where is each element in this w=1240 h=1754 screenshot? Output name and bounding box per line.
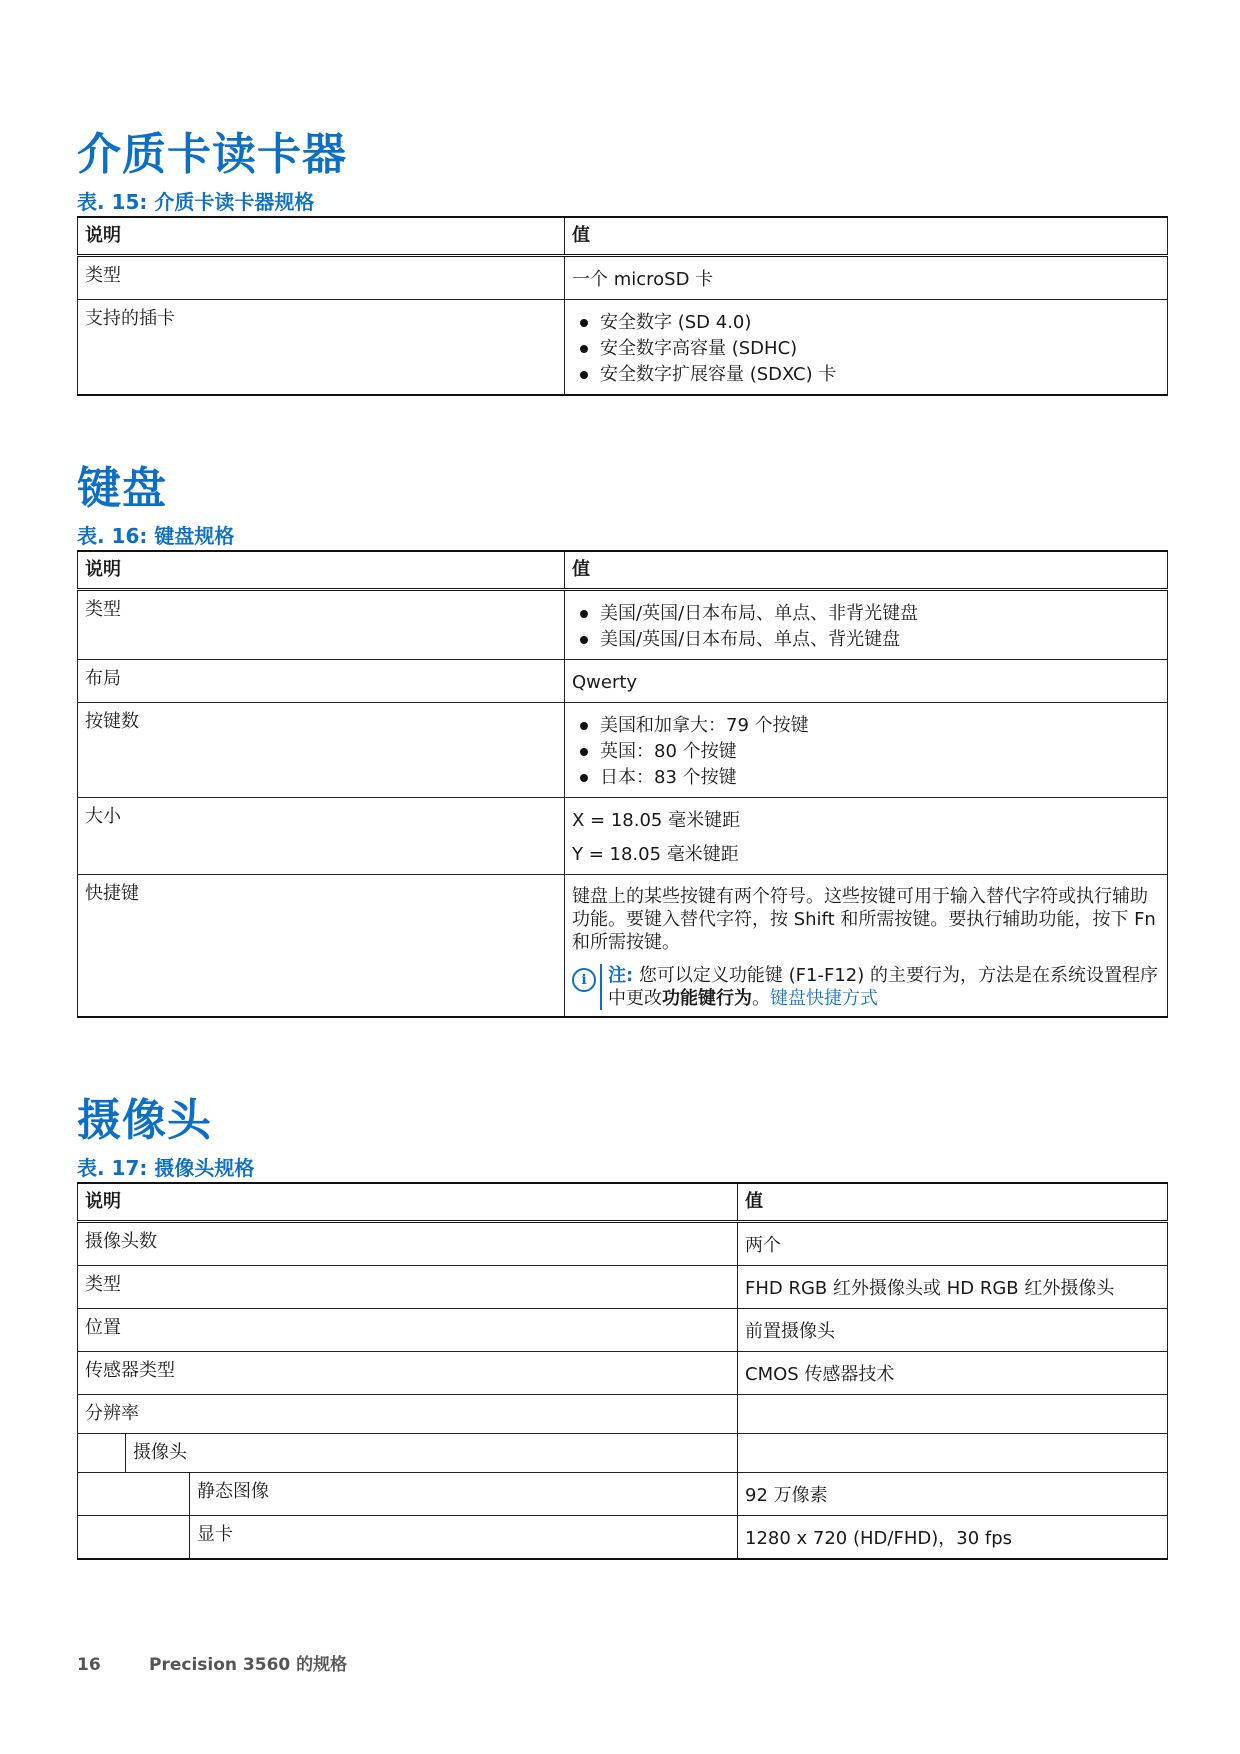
- row-label: 摄像头数: [78, 1222, 738, 1266]
- table-row: [78, 1516, 1168, 1560]
- keyboard-spec-table: [77, 550, 1168, 1018]
- list-item: 美国和加拿大：79 个按键: [572, 713, 1160, 739]
- row-value: CMOS 传感器技术: [738, 1352, 1168, 1395]
- row-label: 类型: [78, 590, 565, 660]
- row-label: 静态图像: [190, 1473, 738, 1516]
- table-caption-keyboard: 表. 16: 键盘规格: [77, 524, 235, 548]
- table-row: [78, 798, 1168, 875]
- table-row: [78, 1222, 1168, 1266]
- row-value: [565, 300, 1168, 396]
- list-item: 英国：80 个按键: [572, 739, 1160, 765]
- row-label: 支持的插卡: [78, 300, 565, 396]
- footer-title: Precision 3560 的规格: [149, 1655, 348, 1675]
- table-row: [78, 590, 1168, 660]
- row-label: 快捷键: [78, 875, 565, 1018]
- section-title-media: 介质卡读卡器: [77, 129, 347, 180]
- shortcut-text: 键盘上的某些按键有两个符号。这些按键可用于输入替代字符或执行辅助功能。要键入替代字符，按 Shift 和所需按键。要执行辅助功能，按下 Fn 和所需按键。: [572, 886, 1156, 953]
- row-label: 显卡: [190, 1516, 738, 1560]
- row-value: 前置摄像头: [738, 1309, 1168, 1352]
- row-value: [565, 875, 1168, 1018]
- row-label: 位置: [78, 1309, 738, 1352]
- table-row: [78, 875, 1168, 1018]
- indent-cell: [78, 1434, 126, 1473]
- column-header-value: 值: [565, 217, 1168, 256]
- table-caption-media: 表. 15: 介质卡读卡器规格: [77, 190, 315, 214]
- row-value: [738, 1434, 1168, 1473]
- list-item: 美国/英国/日本布局、单点、非背光键盘: [572, 601, 1160, 627]
- note-bar: [600, 964, 602, 1010]
- note-content: [608, 964, 1160, 1010]
- key-pitch-x: X = 18.05 毫米键距: [572, 810, 741, 831]
- note-text: 您可以定义功能键 (F1-F12) 的主要行为，方法是在系统设置程序中更改: [608, 965, 1158, 1009]
- media-spec-table: [77, 216, 1168, 396]
- table-row: [78, 1352, 1168, 1395]
- info-icon: i: [572, 968, 596, 992]
- row-label: 布局: [78, 660, 565, 703]
- note-sep: 。: [752, 988, 770, 1009]
- row-label: 类型: [78, 256, 565, 300]
- page-footer: [77, 1650, 347, 1675]
- list-item: 日本：83 个按键: [572, 765, 1160, 791]
- row-label: 分辨率: [78, 1395, 738, 1434]
- table-row: [78, 1266, 1168, 1309]
- row-label: 传感器类型: [78, 1352, 738, 1395]
- table-caption-camera: 表. 17: 摄像头规格: [77, 1156, 255, 1180]
- list-item: 安全数字高容量 (SDHC): [572, 336, 1160, 362]
- row-label: 摄像头: [126, 1434, 738, 1473]
- card-list: [572, 310, 1160, 388]
- row-value: 两个: [738, 1222, 1168, 1266]
- list-item: 安全数字扩展容量 (SDXC) 卡: [572, 362, 1160, 388]
- row-value: [738, 1395, 1168, 1434]
- row-label: 大小: [78, 798, 565, 875]
- table-row: [78, 1434, 1168, 1473]
- note-label: 注:: [608, 965, 634, 986]
- note-box: [572, 964, 1160, 1010]
- indent-cell: [78, 1473, 190, 1516]
- table-row: [78, 1309, 1168, 1352]
- row-value: 92 万像素: [738, 1473, 1168, 1516]
- section-title-keyboard: 键盘: [77, 463, 167, 514]
- row-value: [565, 590, 1168, 660]
- row-label: 类型: [78, 1266, 738, 1309]
- row-value: [565, 798, 1168, 875]
- keyboard-shortcut-link[interactable]: 键盘快捷方式: [770, 988, 878, 1009]
- table-row: [78, 300, 1168, 396]
- column-header-desc: 说明: [78, 217, 565, 256]
- note-strong: 功能键行为: [662, 988, 752, 1009]
- page-number: 16: [77, 1655, 101, 1675]
- column-header-desc: 说明: [78, 1183, 738, 1222]
- table-row: [78, 1473, 1168, 1516]
- camera-spec-table: [77, 1182, 1168, 1560]
- list-item: 美国/英国/日本布局、单点、背光键盘: [572, 627, 1160, 653]
- row-label: 按键数: [78, 703, 565, 798]
- row-value: 1280 x 720 (HD/FHD)，30 fps: [738, 1516, 1168, 1560]
- list-item: 安全数字 (SD 4.0): [572, 310, 1160, 336]
- column-header-desc: 说明: [78, 551, 565, 590]
- table-row: [78, 660, 1168, 703]
- row-value: [565, 703, 1168, 798]
- row-value: Qwerty: [565, 660, 1168, 703]
- key-pitch-y: Y = 18.05 毫米键距: [572, 844, 739, 865]
- column-header-value: 值: [565, 551, 1168, 590]
- table-row: [78, 703, 1168, 798]
- row-value: FHD RGB 红外摄像头或 HD RGB 红外摄像头: [738, 1266, 1168, 1309]
- table-row: [78, 1395, 1168, 1434]
- row-value: 一个 microSD 卡: [565, 256, 1168, 300]
- section-title-camera: 摄像头: [77, 1095, 212, 1146]
- indent-cell: [78, 1516, 190, 1560]
- column-header-value: 值: [738, 1183, 1168, 1222]
- table-row: [78, 256, 1168, 300]
